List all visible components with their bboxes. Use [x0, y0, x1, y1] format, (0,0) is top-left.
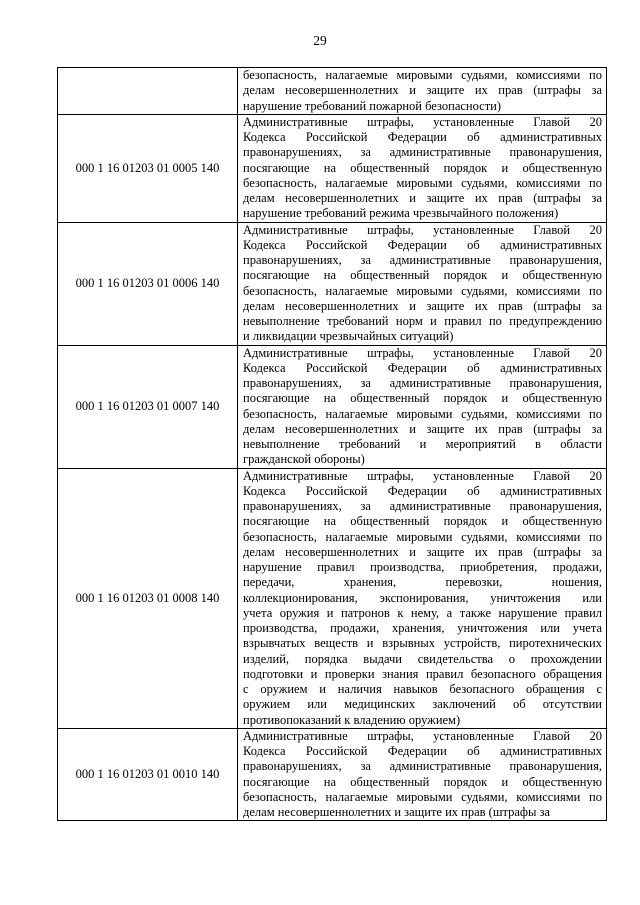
description-line: подготовки и проверки знания правил безопасного обращения	[243, 666, 602, 681]
description-line: и ликвидации чрезвычайных ситуаций)	[243, 329, 454, 344]
description-line: нарушение правил производства, приобретения, продажи,	[243, 560, 602, 574]
budget-codes-table	[57, 67, 607, 821]
description-line: Кодекса Российской Федерации об административных	[243, 483, 602, 498]
description-cell	[238, 345, 607, 468]
description-cell	[238, 222, 607, 345]
description-line: безопасность, налагаемые мировыми судьями, комиссиями по	[243, 529, 602, 544]
description-line: с оружием и наличия навыков безопасного обращения с	[243, 682, 602, 696]
description-line: безопасность, налагаемые мировыми судьями, комиссиями по	[243, 283, 602, 298]
description-line: Административные штрафы, установленные Главой 20	[243, 222, 602, 237]
page-number: 29	[313, 33, 327, 48]
description-line: Административные штрафы, установленные Главой 20	[243, 345, 602, 360]
description-line: безопасность, налагаемые мировыми судьями, комиссиями по	[243, 175, 602, 190]
description-line: взрывчатых веществ и взрывных устройств, пиротехнических	[243, 636, 602, 651]
description-line: Административные штрафы, установленные Главой 20	[243, 728, 602, 743]
description-line: безопасность, налагаемые мировыми судьями, комиссиями по	[243, 68, 602, 82]
budget-code-cell: 000 1 16 01203 01 0006 140	[58, 222, 238, 345]
description-line: передачи, хранения, перевозки, ношения,	[243, 575, 602, 590]
table-row	[58, 468, 607, 728]
description-line: нарушение требований режима чрезвычайного положения)	[243, 206, 559, 221]
description-line: правонарушениях, за административные правонарушения,	[243, 253, 602, 267]
description-line: оружием или медицинских заключений об отсутствии	[243, 697, 602, 712]
budget-code-cell: 000 1 16 01203 01 0008 140	[58, 468, 238, 728]
table-row	[58, 345, 607, 468]
description-line: Кодекса Российской Федерации об административных	[243, 744, 602, 758]
description-line: коллекционирования, экспонирования, уничтожения или	[243, 590, 602, 605]
description-cell	[238, 468, 607, 728]
description-line: производства, продажи, хранения, уничтожения или учета	[243, 621, 602, 635]
description-line: посягающие на общественный порядок и общественную	[243, 391, 602, 406]
description-line: противопоказаний к владению оружием)	[243, 712, 461, 727]
description-line: посягающие на общественный порядок и общественную	[243, 268, 602, 283]
description-line: делам несовершеннолетних и защите их прав (штрафы за	[243, 191, 602, 205]
description-line: посягающие на общественный порядок и общественную	[243, 160, 602, 175]
table-row	[58, 728, 607, 821]
description-line: правонарушениях, за административные правонарушения,	[243, 376, 602, 390]
budget-code-cell	[58, 68, 238, 115]
budget-code-cell: 000 1 16 01203 01 0005 140	[58, 114, 238, 222]
budget-code-cell: 000 1 16 01203 01 0010 140	[58, 728, 238, 821]
table-row	[58, 114, 607, 222]
description-line: делам несовершеннолетних и защите их прав (штрафы за	[243, 805, 550, 819]
description-line: безопасность, налагаемые мировыми судьями, комиссиями по	[243, 789, 602, 804]
description-line: Административные штрафы, установленные Главой 20	[243, 468, 602, 483]
description-line: нарушение требований пожарной безопасности)	[243, 98, 502, 113]
budget-code-cell: 000 1 16 01203 01 0007 140	[58, 345, 238, 468]
description-line: Административные штрафы, установленные Главой 20	[243, 114, 602, 129]
description-line: посягающие на общественный порядок и общественную	[243, 774, 602, 789]
table-body	[58, 68, 607, 821]
description-line: делам несовершеннолетних и защите их прав (штрафы за	[243, 83, 602, 98]
description-cell	[238, 114, 607, 222]
description-line: Кодекса Российской Федерации об административных	[243, 130, 602, 144]
description-line: гражданской обороны)	[243, 452, 365, 467]
description-line: изделий, порядка выдачи свидетельства о прохождении	[243, 651, 602, 666]
description-line: безопасность, налагаемые мировыми судьями, комиссиями по	[243, 406, 602, 421]
description-cell	[238, 728, 607, 821]
description-line: посягающие на общественный порядок и общественную	[243, 514, 602, 529]
description-line: делам несовершеннолетних и защите их прав (штрафы за	[243, 298, 602, 313]
table-row	[58, 222, 607, 345]
description-line: делам несовершеннолетних и защите их прав (штрафы за	[243, 421, 602, 436]
description-cell	[238, 68, 607, 115]
description-line: учета оружия и патронов к нему, а также нарушение правил	[243, 605, 602, 620]
description-line: невыполнение требований норм и правил по предупреждению	[243, 314, 602, 328]
description-line: невыполнение требований и мероприятий в области	[243, 437, 602, 451]
table-row	[58, 68, 607, 115]
description-line: правонарушениях, за административные правонарушения,	[243, 499, 602, 513]
description-line: делам несовершеннолетних и защите их прав (штрафы за	[243, 544, 602, 559]
description-line: правонарушениях, за административные правонарушения,	[243, 145, 602, 160]
description-line: Кодекса Российской Федерации об административных	[243, 237, 602, 252]
description-line: Кодекса Российской Федерации об административных	[243, 360, 602, 375]
description-line: правонарушениях, за административные правонарушения,	[243, 759, 602, 774]
